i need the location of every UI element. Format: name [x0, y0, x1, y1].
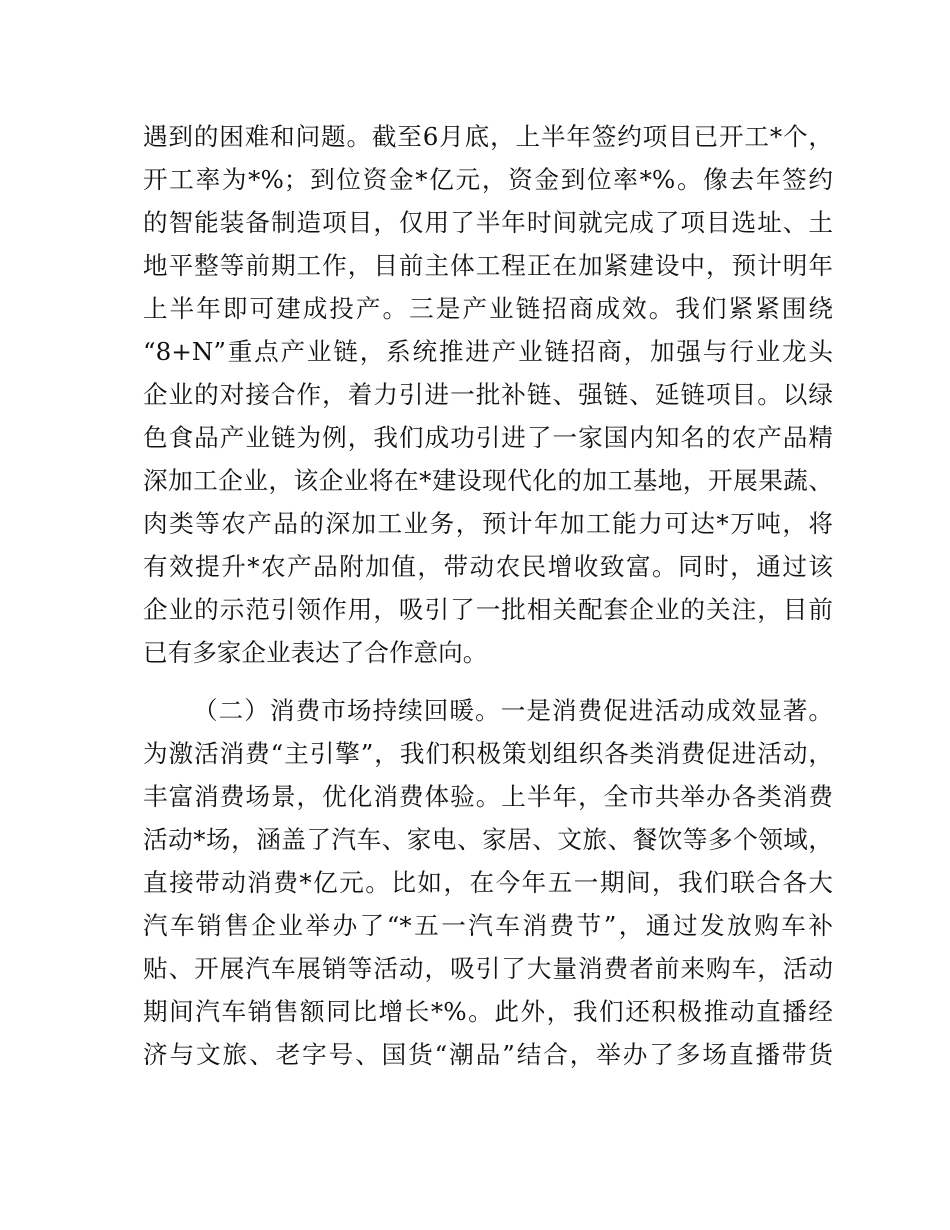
text-line: 直接带动消费*亿元。比如，在今年五一期间，我们联合各大 [143, 868, 833, 897]
text-line: 企业的示范引领作用，吸引了一批相关配套企业的关注，目前 [143, 595, 833, 624]
text-line: “8+N”重点产业链，系统推进产业链招商，加强与行业龙头 [143, 337, 833, 366]
text-line: 活动*场，涵盖了汽车、家电、家居、文旅、餐饮等多个领域， [143, 825, 833, 854]
text-line: 已有多家企业表达了合作意向。 [143, 638, 488, 667]
section-heading-line: （二）消费市场持续回暖。一是消费促进活动成效显著。 [193, 696, 833, 725]
text-line: 企业的对接合作，着力引进一批补链、强链、延链项目。以绿 [143, 380, 833, 409]
text-line: 为激活消费“主引擎”，我们积极策划组织各类消费促进活动， [143, 739, 833, 768]
text-line: 肉类等农产品的深加工业务，预计年加工能力可达*万吨，将 [143, 509, 833, 538]
text-line: 上半年即可建成投产。三是产业链招商成效。我们紧紧围绕 [143, 294, 833, 323]
text-line: 期间汽车销售额同比增长*%。此外，我们还积极推动直播经 [143, 997, 833, 1026]
text-line: 汽车销售企业举办了“*五一汽车消费节”，通过发放购车补 [143, 911, 833, 940]
text-line: 丰富消费场景，优化消费体验。上半年，全市共举办各类消费 [143, 782, 833, 811]
text-line: 地平整等前期工作，目前主体工程正在加紧建设中，预计明年 [143, 251, 833, 280]
text-line: 贴、开展汽车展销等活动，吸引了大量消费者前来购车，活动 [143, 954, 833, 983]
text-line: 遇到的困难和问题。截至6月底，上半年签约项目已开工*个， [143, 122, 833, 151]
text-line: 济与文旅、老字号、国货“潮品”结合，举办了多场直播带货 [143, 1040, 833, 1069]
text-line: 有效提升*农产品附加值，带动农民增收致富。同时，通过该 [143, 552, 833, 581]
text-line: 深加工企业，该企业将在*建设现代化的加工基地，开展果蔬、 [143, 466, 833, 495]
text-line: 色食品产业链为例，我们成功引进了一家国内知名的农产品精 [143, 423, 833, 452]
text-line: 的智能装备制造项目，仅用了半年时间就完成了项目选址、土 [143, 208, 833, 237]
text-line: 开工率为*%；到位资金*亿元，资金到位率*%。像去年签约 [143, 165, 833, 194]
